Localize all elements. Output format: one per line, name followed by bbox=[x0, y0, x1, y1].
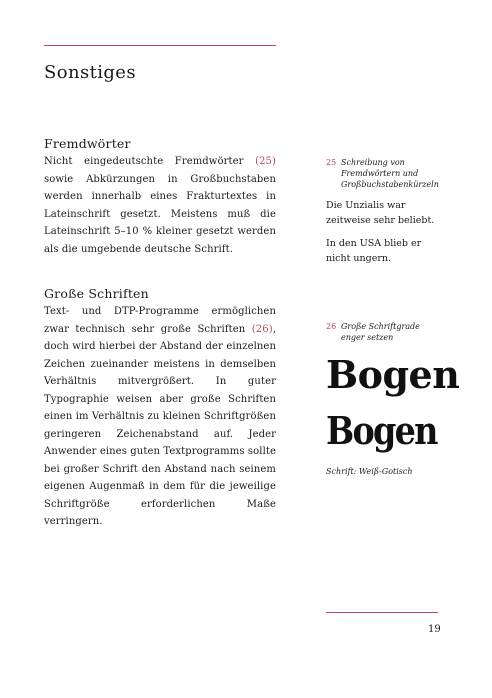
sidenote-caption: Große Schriftgrade enger setzen bbox=[341, 322, 420, 342]
font-caption: Schrift: Weiß-Gotisch bbox=[326, 467, 413, 476]
figure-reference: (26) bbox=[251, 323, 273, 335]
section-fremdwoerter bbox=[44, 136, 276, 258]
sidenote-caption: Schreibung von Fremdwörtern und Großbuchstabenkürzeln bbox=[341, 158, 439, 189]
top-rule bbox=[44, 45, 276, 46]
page-title: Sonstiges bbox=[44, 62, 137, 83]
example-sentence: Die Unzialis war zeitweise sehr beliebt. bbox=[326, 200, 435, 226]
sample-word-wide: Bogen bbox=[326, 352, 460, 397]
sidenote-header bbox=[326, 321, 438, 343]
body-text: sowie Abkürzungen in Großbuchstaben werden innerhalb eines Frakturtextes in Lateinschrift gesetzt. Meistens muß die Lateinschrift 5–10 % kleiner gesetzt werden als die umgebende deutsche Schrift. bbox=[44, 173, 276, 255]
sidenote-number: 26 bbox=[326, 322, 337, 331]
section-heading: Fremdwörter bbox=[44, 136, 131, 151]
body-text: , doch wird hierbei der Abstand der einzelnen Zeichen zueinander meistens in demselben Verhältnis mitvergrößert. In guter Typographie weisen aber große Schriften einen im Verhältnis zu kleinen Schriftgrößen geringeren Zeichenabstand auf. Jeder Anwender eines guten Textprogramms sollte bei großer Schrift den Abstand nach seinem eigenen Augenmaß in dem für die jeweilige Schriftgröße erforderlichen Maße verringern. bbox=[44, 323, 276, 527]
section-heading: Große Schriften bbox=[44, 286, 149, 301]
body-text: Nicht eingedeutschte Fremdwörter bbox=[44, 156, 256, 167]
page-number: 19 bbox=[428, 624, 441, 635]
bottom-rule bbox=[326, 612, 438, 613]
sidenote-number: 25 bbox=[326, 158, 337, 167]
sidenote-25 bbox=[326, 157, 438, 266]
sidenote-header bbox=[326, 157, 438, 190]
section-body bbox=[44, 303, 276, 531]
example-sentence: In den USA blieb er nicht ungern. bbox=[326, 238, 422, 264]
sample-word-tight: Bogen bbox=[326, 408, 437, 453]
body-text: Text- und DTP-Programme ermöglichen zwar technisch sehr große Schriften bbox=[44, 306, 276, 335]
figure-reference: (25) bbox=[255, 156, 276, 167]
section-grosse-schriften bbox=[44, 286, 276, 531]
section-body bbox=[44, 153, 276, 258]
sidenote-26 bbox=[326, 321, 460, 476]
